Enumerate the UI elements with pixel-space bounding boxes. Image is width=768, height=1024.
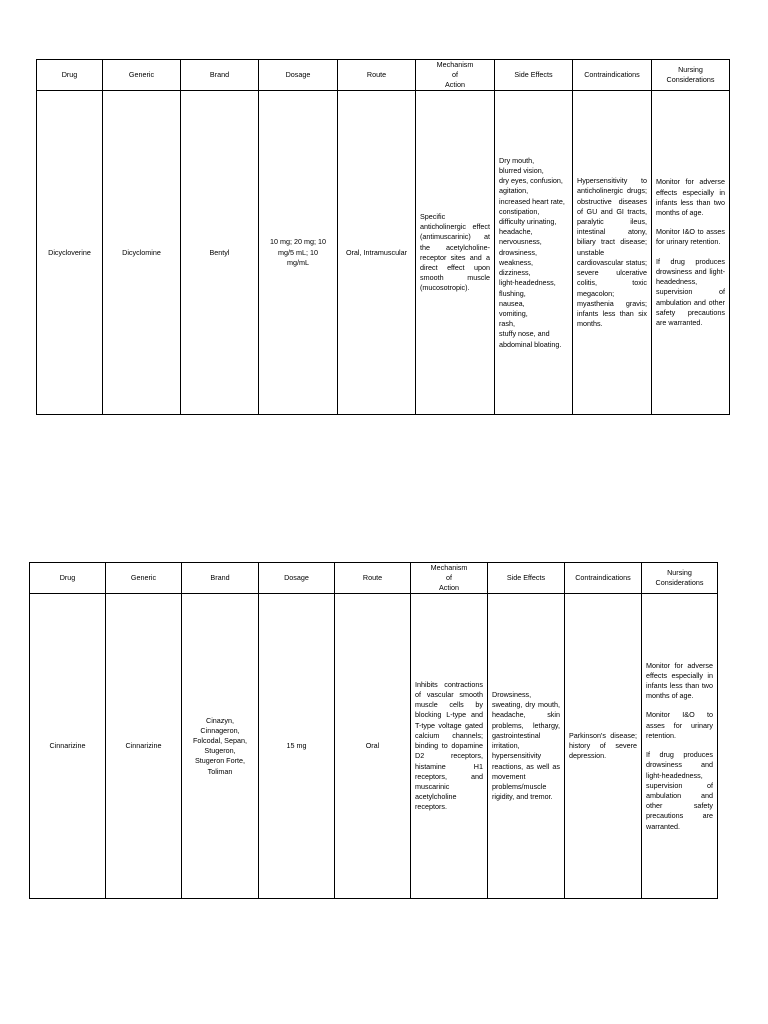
- nursing-note: Monitor I&O to asses for urinary retention.: [656, 227, 725, 247]
- header-route: Route: [338, 60, 416, 91]
- table-row: [37, 91, 730, 415]
- nursing-note: Monitor for adverse effects especially in infants less than two months of age.: [656, 177, 725, 217]
- header-brand: Brand: [182, 563, 259, 594]
- table-row: [30, 594, 718, 899]
- header-nursing: Nursing Considerations: [642, 563, 718, 594]
- cell-side-effects: Drowsiness, sweating, dry mouth, headache, skin problems, lethargy, gastrointestinal irritation, hypersensitivity reactions, as well as movement problems/muscle rigidity, and tremor.: [488, 594, 565, 899]
- header-nursing: Nursing Considerations: [652, 60, 730, 91]
- header-dosage: Dosage: [259, 563, 335, 594]
- header-route: Route: [335, 563, 411, 594]
- cell-nursing: [642, 594, 718, 899]
- nursing-note: If drug produces drowsiness and light-headedness, supervision of ambulation and other safety precautions are warranted.: [646, 750, 713, 831]
- header-side-effects: Side Effects: [495, 60, 573, 91]
- cell-mechanism: Specific anticholinergic effect (antimuscarinic) at the acetylcholine-receptor sites and a direct effect upon smooth muscle (mucosotropic).: [416, 91, 495, 415]
- nursing-note: If drug produces drowsiness and light-headedness, supervision of ambulation and other safety precautions are warranted.: [656, 256, 725, 327]
- header-contraindications: Contraindications: [565, 563, 642, 594]
- cell-route: Oral, Intramuscular: [338, 91, 416, 415]
- nursing-note: Monitor for adverse effects especially in infants less than two months of age.: [646, 660, 713, 701]
- header-side-effects: Side Effects: [488, 563, 565, 594]
- header-drug: Drug: [37, 60, 103, 91]
- table-header-row: [37, 60, 730, 91]
- drug-table-dicycloverine: [36, 59, 730, 415]
- cell-nursing: [652, 91, 730, 415]
- table-header-row: [30, 563, 718, 594]
- header-contraindications: Contraindications: [573, 60, 652, 91]
- header-mechanism: Mechanism of Action: [411, 563, 488, 594]
- header-generic: Generic: [106, 563, 182, 594]
- cell-contraindications: Hypersensitivity to anticholinergic drugs; obstructive diseases of GU and GI tracts, paralytic ileus, intestinal atony, biliary tract disease; unstable cardiovascular status; severe ulcerative colitis, toxic megacolon; myasthenia gravis; infants less than six months.: [573, 91, 652, 415]
- cell-drug: Dicycloverine: [37, 91, 103, 415]
- cell-dosage: 10 mg; 20 mg; 10 mg/5 mL; 10 mg/mL: [259, 91, 338, 415]
- cell-dosage: 15 mg: [259, 594, 335, 899]
- header-mechanism: Mechanism of Action: [416, 60, 495, 91]
- cell-contraindications: Parkinson's disease; history of severe depression.: [565, 594, 642, 899]
- header-brand: Brand: [181, 60, 259, 91]
- cell-brand: Bentyl: [181, 91, 259, 415]
- header-drug: Drug: [30, 563, 106, 594]
- header-generic: Generic: [103, 60, 181, 91]
- nursing-note: Monitor I&O to asses for urinary retention.: [646, 710, 713, 740]
- cell-generic: Dicyclomine: [103, 91, 181, 415]
- cell-mechanism: Inhibits contractions of vascular smooth muscle cells by blocking L-type and T-type voltage gated calcium channels; binding to dopamine D2 receptors, histamine H1 receptors, and muscarinic acetylcholine receptors.: [411, 594, 488, 899]
- cell-route: Oral: [335, 594, 411, 899]
- cell-generic: Cinnarizine: [106, 594, 182, 899]
- header-dosage: Dosage: [259, 60, 338, 91]
- cell-drug: Cinnarizine: [30, 594, 106, 899]
- drug-table-cinnarizine: [29, 562, 718, 899]
- cell-side-effects: Dry mouth, blurred vision, dry eyes, confusion, agitation, increased heart rate, constipation, difficulty urinating, headache, nervousness, drowsiness, weakness, dizziness, light-headedness, flushing, nausea, vomiting, rash, stuffy nose, and abdominal bloating.: [495, 91, 573, 415]
- cell-brand: Cinazyn, Cinnageron, Folcodal, Sepan, Stugeron, Stugeron Forte, Toliman: [182, 594, 259, 899]
